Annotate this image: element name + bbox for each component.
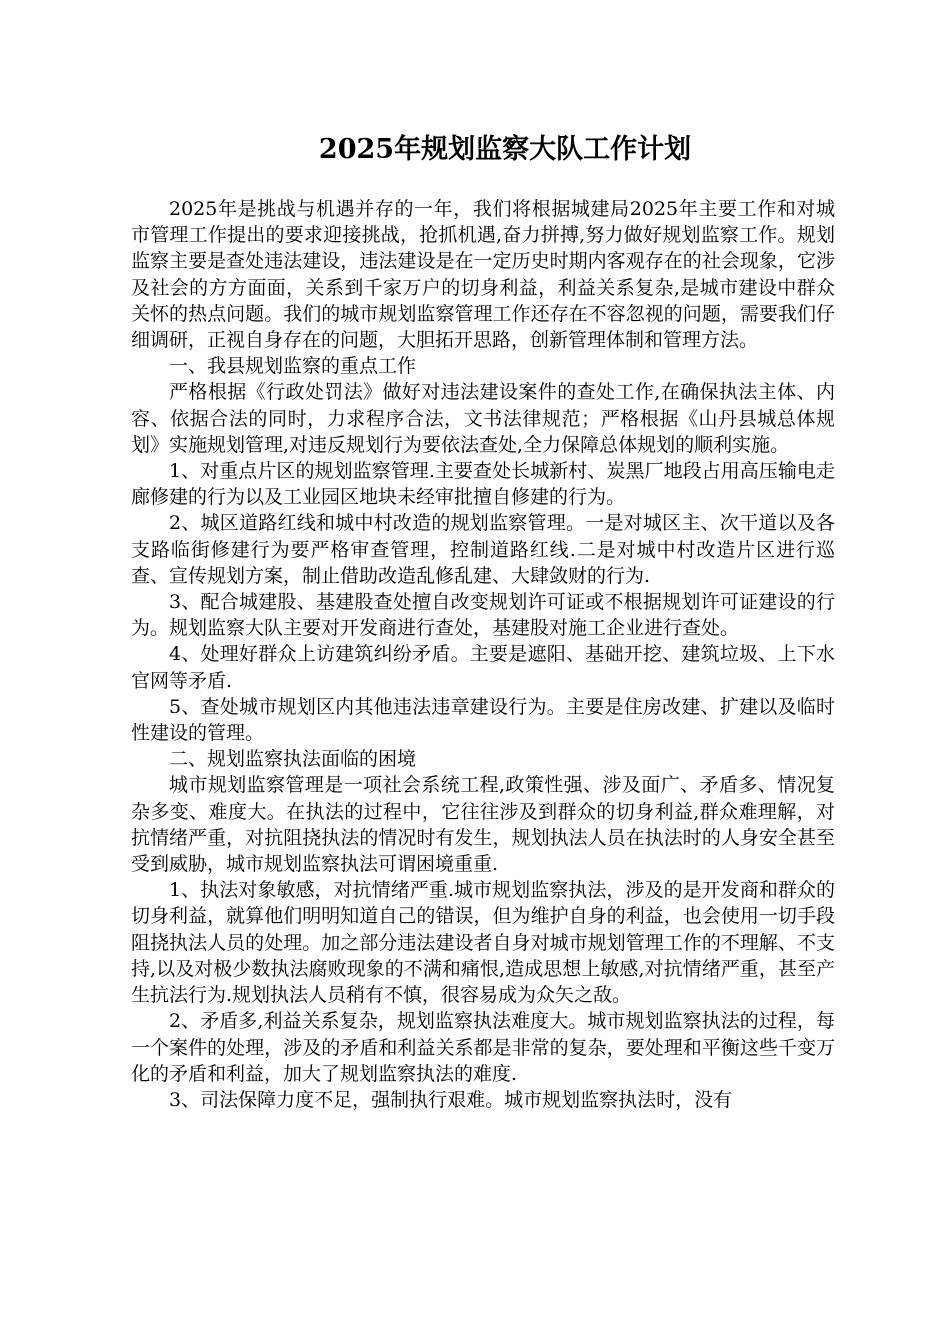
paragraph: 严格根据《行政处罚法》做好对违法建设案件的查处工作,在确保执法主体、内容、依据合法的同时，力求程序合法，文书法律规范；严格根据《山丹县城总体规划》实施规划管理,对违反规划行为要依法查处,全力保障总体规划的顺利实施。 [131,381,835,456]
list-item: 3、配合城建股、基建股查处擅自改变规划许可证或不根据规划许可证建设的行为。规划监察大队主要对开发商进行查处，基建股对施工企业进行查处。 [131,591,835,640]
document-body [131,196,835,1113]
list-item: 5、查处城市规划区内其他违法违章建设行为。主要是住房改建、扩建以及临时性建设的管理。 [131,695,835,745]
section-heading-1: 一、我县规划监察的重点工作 [169,355,417,378]
list-item: 3、司法保障力度不足，强制执行艰难。城市规划监察执法时，没有 [169,1088,733,1111]
list-item: 2、矛盾多,利益关系复杂，规划监察执法难度大。城市规划监察执法的过程，每一个案件的处理，涉及的矛盾和利益关系都是非常的复杂，要处理和平衡这些千变万化的矛盾和利益，加大了规划监察执法的难度. [131,1010,835,1085]
document-title: 2025年规划监察大队工作计划 [318,134,692,165]
list-item: 1、执法对象敏感，对抗情绪严重.城市规划监察执法，涉及的是开发商和群众的切身利益，就算他们明明知道自己的错误，但为维护自身的利益，也会使用一切手段阻挠执法人员的处理。加之部分违法建设者自身对城市规划管理工作的不理解、不支持,以及对极少数执法腐败现象的不满和痛恨,造成思想上敏感,对抗情绪严重，甚至产生抗法行为.规划执法人员稍有不慎，很容易成为众矢之敌。 [131,879,835,1007]
paragraph: 城市规划监察管理是一项社会系统工程,政策性强、涉及面广、矛盾多、情况复杂多变、难度大。在执法的过程中，它往往涉及到群众的切身利益,群众难理解，对抗情绪严重，对抗阻挠执法的情况时有发生，规划执法人员在执法时的人身安全甚至受到威胁，城市规划监察执法可谓困境重重. [131,774,835,876]
section-heading-2: 二、规划监察执法面临的困境 [169,748,417,771]
paragraph-intro: 2025年是挑战与机遇并存的一年，我们将根据城建局2025年主要工作和对城市管理工作提出的要求迎接挑战，抢抓机遇,奋力拼搏,努力做好规划监察工作。规划监察主要是查处违法建设，违法建设是在一定历史时期内客观存在的社会现象，它涉及社会的方方面面，关系到千家万户的切身利益，利益关系复杂,是城市建设中群众关怀的热点问题。我们的城市规划监察管理工作还存在不容忽视的问题，需要我们仔细调研，正视自身存在的问题，大胆拓开思路，创新管理体制和管理方法。 [131,198,835,352]
list-item: 2、城区道路红线和城中村改造的规划监察管理。一是对城区主、次干道以及各支路临街修建行为要严格审查管理，控制道路红线.二是对城中村改造片区进行巡查、宣传规划方案，制止借助改造乱修乱建、大肆敛财的行为. [131,512,835,587]
list-item: 4、处理好群众上访建筑纠纷矛盾。主要是遮阳、基础开挖、建筑垃圾、上下水官网等矛盾. [131,643,835,692]
list-item: 1、对重点片区的规划监察管理.主要查处长城新村、炭黑厂地段占用高压输电走廊修建的行为以及工业园区地块未经审批擅自修建的行为。 [131,460,835,509]
